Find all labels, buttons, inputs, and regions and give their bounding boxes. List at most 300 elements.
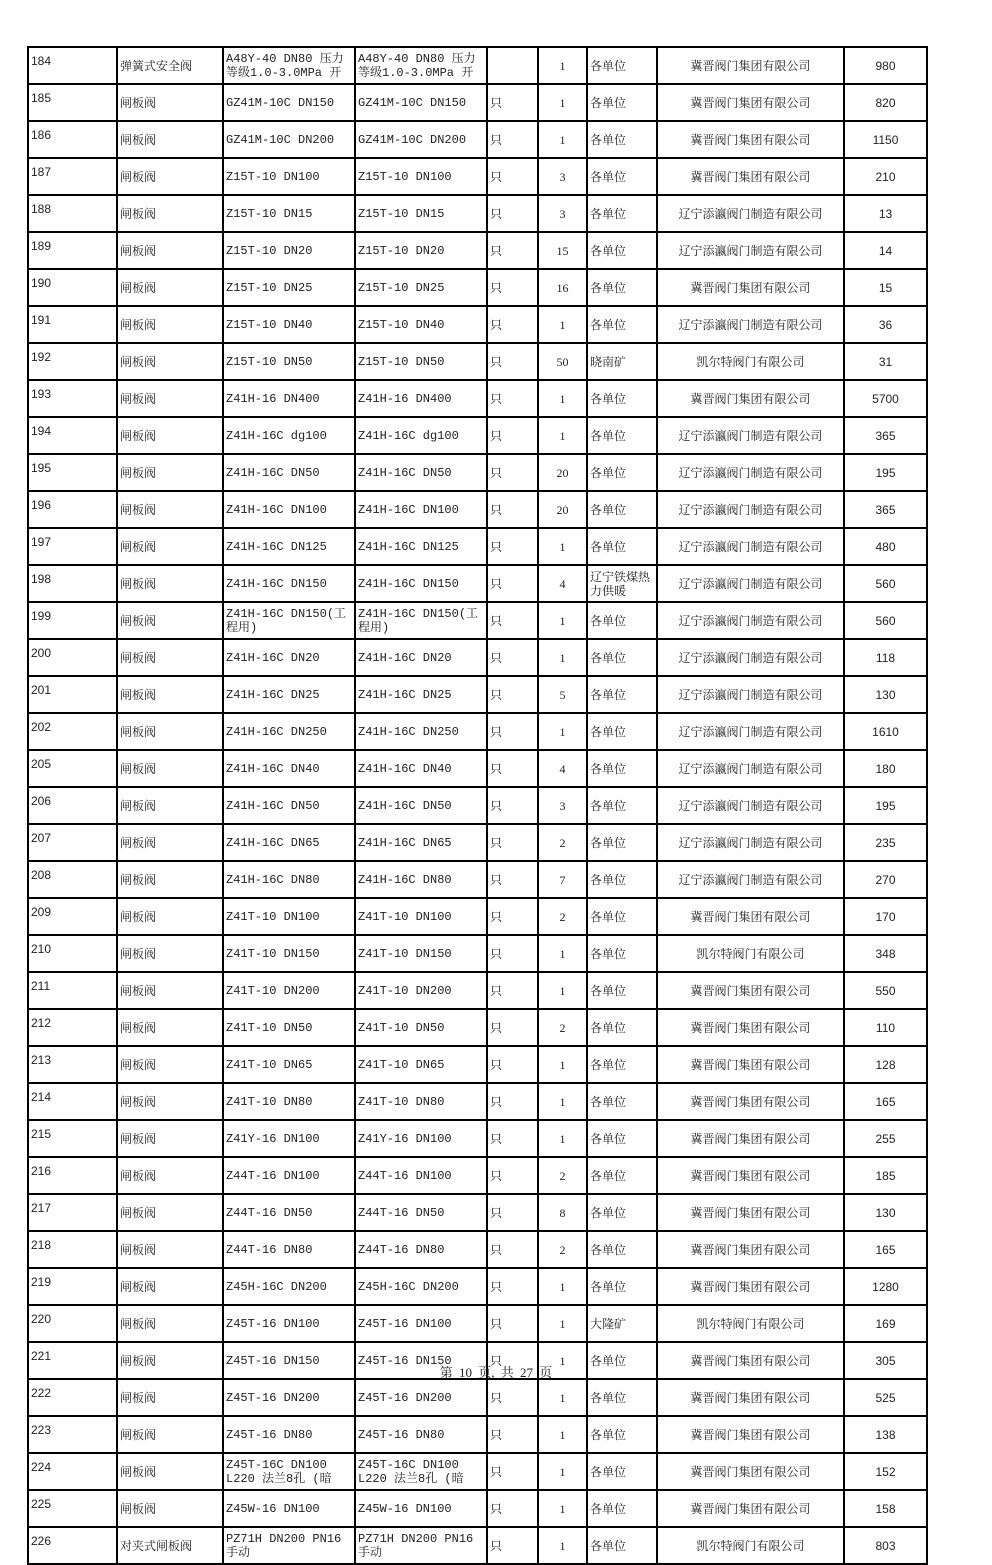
table-row	[28, 1453, 927, 1490]
specification: Z41H-16C DN20	[358, 650, 452, 665]
quantity: 1	[559, 95, 566, 110]
unit: 只	[490, 502, 503, 517]
table-row	[28, 1268, 927, 1305]
unit-cell	[487, 565, 538, 602]
department: 各单位	[590, 872, 627, 887]
unit-cell	[487, 1157, 538, 1194]
item-name-cell	[117, 121, 223, 158]
specification: Z41Y-16 DN100	[358, 1131, 452, 1146]
department-cell	[587, 1305, 657, 1342]
quantity-cell	[538, 454, 587, 491]
model-number-cell	[223, 1157, 355, 1194]
unit-cell	[487, 676, 538, 713]
unit: 只	[490, 724, 503, 739]
row-number-cell	[28, 713, 117, 750]
item-name: 闸板阀	[120, 1020, 157, 1035]
quantity-cell	[538, 935, 587, 972]
department-cell	[587, 565, 657, 602]
row-number-cell	[28, 750, 117, 787]
unit: 只	[490, 1390, 503, 1405]
model-number-cell	[223, 1490, 355, 1527]
unit-cell	[487, 380, 538, 417]
item-name: 闸板阀	[120, 280, 157, 295]
quantity-cell	[538, 158, 587, 195]
specification: Z15T-10 DN15	[358, 206, 445, 221]
unit-price: 138	[875, 1427, 896, 1442]
vendor-name-cell	[657, 158, 844, 195]
row-number: 212	[31, 1016, 52, 1030]
vendor-name-cell	[657, 195, 844, 232]
department: 各单位	[590, 132, 627, 147]
model-number: Z41T-10 DN50	[226, 1020, 313, 1035]
unit-cell	[487, 454, 538, 491]
unit-price: 270	[875, 872, 896, 887]
model-number: Z41H-16C DN150	[226, 576, 327, 591]
specification: Z41T-10 DN80	[358, 1094, 445, 1109]
model-number: Z41T-10 DN150	[226, 946, 320, 961]
department: 各单位	[590, 1057, 627, 1072]
row-number-cell	[28, 195, 117, 232]
specification-cell	[355, 1120, 487, 1157]
unit-price-cell	[844, 343, 927, 380]
model-number-cell	[223, 898, 355, 935]
model-number: Z15T-10 DN25	[226, 280, 313, 295]
row-number-cell	[28, 1083, 117, 1120]
item-name: 闸板阀	[120, 243, 157, 258]
quantity: 3	[559, 206, 566, 221]
vendor-name: 冀晋阀门集团有限公司	[690, 1390, 811, 1405]
unit-price: 185	[875, 1168, 896, 1183]
specification: Z45T-16 DN100	[358, 1316, 452, 1331]
vendor-name-cell	[657, 121, 844, 158]
item-name-cell	[117, 787, 223, 824]
unit: 只	[490, 576, 503, 591]
specification-cell	[355, 1046, 487, 1083]
item-name: 闸板阀	[120, 687, 157, 702]
department: 各单位	[590, 983, 627, 998]
unit-price: 210	[875, 169, 896, 184]
department: 各单位	[590, 1464, 627, 1479]
row-number-cell	[28, 1453, 117, 1490]
model-number-cell	[223, 787, 355, 824]
specification-cell	[355, 491, 487, 528]
table-row	[28, 232, 927, 269]
unit-cell	[487, 1490, 538, 1527]
item-name: 闸板阀	[120, 1094, 157, 1109]
unit: 只	[490, 1094, 503, 1109]
model-number-cell	[223, 491, 355, 528]
table-row	[28, 1194, 927, 1231]
row-number-cell	[28, 639, 117, 676]
unit-price-cell	[844, 676, 927, 713]
quantity: 1	[559, 613, 566, 628]
item-name-cell	[117, 269, 223, 306]
department-cell	[587, 1416, 657, 1453]
model-number-cell	[223, 47, 355, 84]
department: 各单位	[590, 169, 627, 184]
specification: Z41H-16C DN150(工程用)	[358, 606, 479, 635]
row-number-cell	[28, 1379, 117, 1416]
unit-cell	[487, 713, 538, 750]
quantity: 50	[556, 354, 569, 369]
department: 各单位	[590, 95, 627, 110]
quantity-cell	[538, 639, 587, 676]
unit: 只	[490, 1279, 503, 1294]
unit-price-cell	[844, 565, 927, 602]
row-number-cell	[28, 1416, 117, 1453]
quantity: 1	[559, 724, 566, 739]
row-number-cell	[28, 269, 117, 306]
quantity-cell	[538, 1083, 587, 1120]
unit: 只	[490, 317, 503, 332]
department-cell	[587, 343, 657, 380]
item-name: 闸板阀	[120, 761, 157, 776]
table-row	[28, 1231, 927, 1268]
specification: Z41T-10 DN50	[358, 1020, 445, 1035]
unit-price-cell	[844, 158, 927, 195]
specification: Z41T-10 DN65	[358, 1057, 445, 1072]
table-row	[28, 1416, 927, 1453]
item-name-cell	[117, 750, 223, 787]
unit-price-cell	[844, 491, 927, 528]
row-number-cell	[28, 1490, 117, 1527]
row-number-cell	[28, 528, 117, 565]
specification-cell	[355, 1009, 487, 1046]
item-name-cell	[117, 417, 223, 454]
department: 各单位	[590, 465, 627, 480]
item-name-cell	[117, 1268, 223, 1305]
row-number-cell	[28, 1231, 117, 1268]
model-number-cell	[223, 84, 355, 121]
vendor-name: 冀晋阀门集团有限公司	[690, 1427, 811, 1442]
unit-price: 110	[875, 1020, 896, 1035]
quantity-cell	[538, 750, 587, 787]
row-number-cell	[28, 306, 117, 343]
department: 各单位	[590, 724, 627, 739]
row-number: 196	[31, 498, 52, 512]
department: 各单位	[590, 687, 627, 702]
department: 各单位	[590, 613, 627, 628]
table-row	[28, 84, 927, 121]
model-number-cell	[223, 1453, 355, 1490]
department: 各单位	[590, 1279, 627, 1294]
specification: Z41H-16C DN50	[358, 798, 452, 813]
table-row	[28, 935, 927, 972]
unit: 只	[490, 687, 503, 702]
row-number: 195	[31, 461, 52, 475]
quantity-cell	[538, 1490, 587, 1527]
department-cell	[587, 861, 657, 898]
specification-cell	[355, 676, 487, 713]
item-name: 弹簧式安全阀	[120, 58, 193, 73]
row-number: 218	[31, 1238, 52, 1252]
model-number: Z45W-16 DN100	[226, 1501, 320, 1516]
specification: Z41H-16C dg100	[358, 428, 459, 443]
row-number: 207	[31, 831, 52, 845]
item-name-cell	[117, 898, 223, 935]
unit: 只	[490, 1538, 503, 1553]
model-number: Z41H-16C DN80	[226, 872, 320, 887]
item-name-cell	[117, 1120, 223, 1157]
item-name: 闸板阀	[120, 798, 157, 813]
unit: 只	[490, 280, 503, 295]
model-number-cell	[223, 454, 355, 491]
unit-price: 560	[875, 576, 896, 591]
row-number: 206	[31, 794, 52, 808]
unit-price: 195	[875, 798, 896, 813]
quantity: 2	[559, 909, 566, 924]
model-number-cell	[223, 602, 355, 639]
item-name-cell	[117, 380, 223, 417]
item-name: 闸板阀	[120, 1427, 157, 1442]
vendor-name: 冀晋阀门集团有限公司	[690, 58, 811, 73]
unit-price-cell	[844, 528, 927, 565]
vendor-name-cell	[657, 1046, 844, 1083]
department-cell	[587, 269, 657, 306]
table-row	[28, 491, 927, 528]
unit-cell	[487, 1305, 538, 1342]
department: 各单位	[590, 317, 627, 332]
item-name-cell	[117, 1231, 223, 1268]
department: 晓南矿	[590, 354, 627, 369]
quantity: 1	[559, 1538, 566, 1553]
unit: 只	[490, 1427, 503, 1442]
unit-cell	[487, 824, 538, 861]
unit-price: 31	[878, 354, 893, 369]
unit-cell	[487, 1194, 538, 1231]
specification-cell	[355, 1194, 487, 1231]
specification: GZ41M-10C DN200	[358, 132, 467, 147]
unit-cell	[487, 1046, 538, 1083]
specification-cell	[355, 343, 487, 380]
item-name-cell	[117, 1453, 223, 1490]
unit-price-cell	[844, 972, 927, 1009]
row-number: 211	[31, 979, 51, 993]
row-number-cell	[28, 972, 117, 1009]
specification-cell	[355, 306, 487, 343]
model-number: Z41Y-16 DN100	[226, 1131, 320, 1146]
specification-cell	[355, 1527, 487, 1564]
vendor-name: 冀晋阀门集团有限公司	[690, 169, 811, 184]
quantity-cell	[538, 824, 587, 861]
unit-cell	[487, 861, 538, 898]
specification: Z41H-16C DN40	[358, 761, 452, 776]
item-name-cell	[117, 528, 223, 565]
model-number: Z41T-10 DN200	[226, 983, 320, 998]
unit-price-cell	[844, 1268, 927, 1305]
quantity: 5	[559, 687, 566, 702]
quantity-cell	[538, 1416, 587, 1453]
specification: Z41H-16C DN50	[358, 465, 452, 480]
vendor-name-cell	[657, 639, 844, 676]
table-row	[28, 713, 927, 750]
specification-cell	[355, 232, 487, 269]
quantity-cell	[538, 1009, 587, 1046]
specification-cell	[355, 1157, 487, 1194]
row-number-cell	[28, 47, 117, 84]
department: 各单位	[590, 835, 627, 850]
vendor-name: 辽宁添瀛阀门制造有限公司	[678, 539, 823, 554]
table-row	[28, 898, 927, 935]
specification-cell	[355, 528, 487, 565]
model-number: Z41H-16C DN250	[226, 724, 327, 739]
model-number-cell	[223, 713, 355, 750]
model-number-cell	[223, 1046, 355, 1083]
vendor-name-cell	[657, 1490, 844, 1527]
vendor-name-cell	[657, 232, 844, 269]
model-number-cell	[223, 1268, 355, 1305]
vendor-name-cell	[657, 1009, 844, 1046]
quantity-cell	[538, 602, 587, 639]
department-cell	[587, 787, 657, 824]
unit-price-cell	[844, 47, 927, 84]
row-number: 222	[31, 1386, 52, 1400]
row-number-cell	[28, 676, 117, 713]
quantity: 4	[559, 576, 566, 591]
unit-price-cell	[844, 713, 927, 750]
row-number-cell	[28, 602, 117, 639]
department: 各单位	[590, 1020, 627, 1035]
model-number: Z41H-16C DN150(工程用)	[226, 606, 347, 635]
quantity: 2	[559, 1020, 566, 1035]
item-name-cell	[117, 491, 223, 528]
vendor-name: 冀晋阀门集团有限公司	[690, 391, 811, 406]
item-name: 闸板阀	[120, 1279, 157, 1294]
quantity: 1	[559, 1427, 566, 1442]
item-name-cell	[117, 343, 223, 380]
department: 各单位	[590, 1390, 627, 1405]
vendor-name: 冀晋阀门集团有限公司	[690, 280, 811, 295]
vendor-name-cell	[657, 454, 844, 491]
item-name-cell	[117, 1009, 223, 1046]
unit-cell	[487, 491, 538, 528]
specification: Z41H-16C DN250	[358, 724, 459, 739]
row-number: 197	[31, 535, 52, 549]
specification: Z44T-16 DN80	[358, 1242, 445, 1257]
item-name-cell	[117, 1379, 223, 1416]
item-name: 闸板阀	[120, 539, 157, 554]
vendor-name: 辽宁添瀛阀门制造有限公司	[678, 761, 823, 776]
model-number-cell	[223, 1083, 355, 1120]
item-name: 闸板阀	[120, 502, 157, 517]
unit: 只	[490, 1501, 503, 1516]
department: 各单位	[590, 539, 627, 554]
quantity-cell	[538, 343, 587, 380]
model-number-cell	[223, 1231, 355, 1268]
row-number: 216	[31, 1164, 52, 1178]
department: 各单位	[590, 1205, 627, 1220]
model-number: Z41H-16C DN125	[226, 539, 327, 554]
quantity-cell	[538, 1453, 587, 1490]
row-number-cell	[28, 491, 117, 528]
vendor-name-cell	[657, 824, 844, 861]
table-row	[28, 1083, 927, 1120]
vendor-name: 辽宁添瀛阀门制造有限公司	[678, 502, 823, 517]
specification-cell	[355, 565, 487, 602]
model-number-cell	[223, 639, 355, 676]
specification: Z45T-16 DN150	[358, 1353, 452, 1368]
quantity-cell	[538, 1268, 587, 1305]
vendor-name-cell	[657, 602, 844, 639]
table-row	[28, 972, 927, 1009]
specification: Z45T-16 DN80	[358, 1427, 445, 1442]
unit-cell	[487, 1231, 538, 1268]
row-number-cell	[28, 380, 117, 417]
item-name: 闸板阀	[120, 95, 157, 110]
department-cell	[587, 1009, 657, 1046]
department: 各单位	[590, 1501, 627, 1516]
vendor-name: 辽宁添瀛阀门制造有限公司	[678, 687, 823, 702]
unit-price: 152	[875, 1464, 896, 1479]
item-name-cell	[117, 1046, 223, 1083]
unit-price: 165	[875, 1242, 896, 1257]
model-number: Z15T-10 DN20	[226, 243, 313, 258]
unit-price: 980	[875, 58, 896, 73]
row-number-cell	[28, 454, 117, 491]
item-name: 闸板阀	[120, 391, 157, 406]
department-cell	[587, 158, 657, 195]
unit-price-cell	[844, 602, 927, 639]
vendor-name: 辽宁添瀛阀门制造有限公司	[678, 465, 823, 480]
unit-price-cell	[844, 824, 927, 861]
specification: Z41T-10 DN100	[358, 909, 452, 924]
unit-price: 5700	[872, 391, 899, 406]
department-cell	[587, 935, 657, 972]
row-number: 221	[31, 1349, 52, 1363]
quantity-cell	[538, 232, 587, 269]
item-name-cell	[117, 972, 223, 1009]
table-row	[28, 602, 927, 639]
row-number-cell	[28, 158, 117, 195]
specification: Z15T-10 DN25	[358, 280, 445, 295]
model-number-cell	[223, 417, 355, 454]
unit: 只	[490, 391, 503, 406]
row-number: 187	[31, 165, 52, 179]
unit-price: 1610	[872, 724, 899, 739]
item-name-cell	[117, 195, 223, 232]
unit: 只	[490, 909, 503, 924]
row-number: 225	[31, 1497, 52, 1511]
table-row	[28, 121, 927, 158]
quantity-cell	[538, 1194, 587, 1231]
vendor-name-cell	[657, 1268, 844, 1305]
vendor-name-cell	[657, 528, 844, 565]
item-name-cell	[117, 713, 223, 750]
specification-cell	[355, 1379, 487, 1416]
specification: A48Y-40 DN80 压力等级1.0-3.0MPa 开	[358, 51, 476, 80]
unit: 只	[490, 946, 503, 961]
specification-cell	[355, 158, 487, 195]
department-cell	[587, 232, 657, 269]
vendor-name: 冀晋阀门集团有限公司	[690, 1353, 811, 1368]
unit-price-cell	[844, 195, 927, 232]
unit-price-cell	[844, 861, 927, 898]
unit: 只	[490, 206, 503, 221]
row-number-cell	[28, 84, 117, 121]
model-number-cell	[223, 972, 355, 1009]
specification: Z41T-10 DN150	[358, 946, 452, 961]
specification-cell	[355, 1490, 487, 1527]
unit: 只	[490, 983, 503, 998]
model-number: Z41H-16C DN50	[226, 465, 320, 480]
model-number-cell	[223, 269, 355, 306]
vendor-name-cell	[657, 972, 844, 1009]
vendor-name: 冀晋阀门集团有限公司	[690, 1020, 811, 1035]
model-number: Z41H-16C DN40	[226, 761, 320, 776]
department: 各单位	[590, 1094, 627, 1109]
table-row	[28, 454, 927, 491]
department-cell	[587, 306, 657, 343]
